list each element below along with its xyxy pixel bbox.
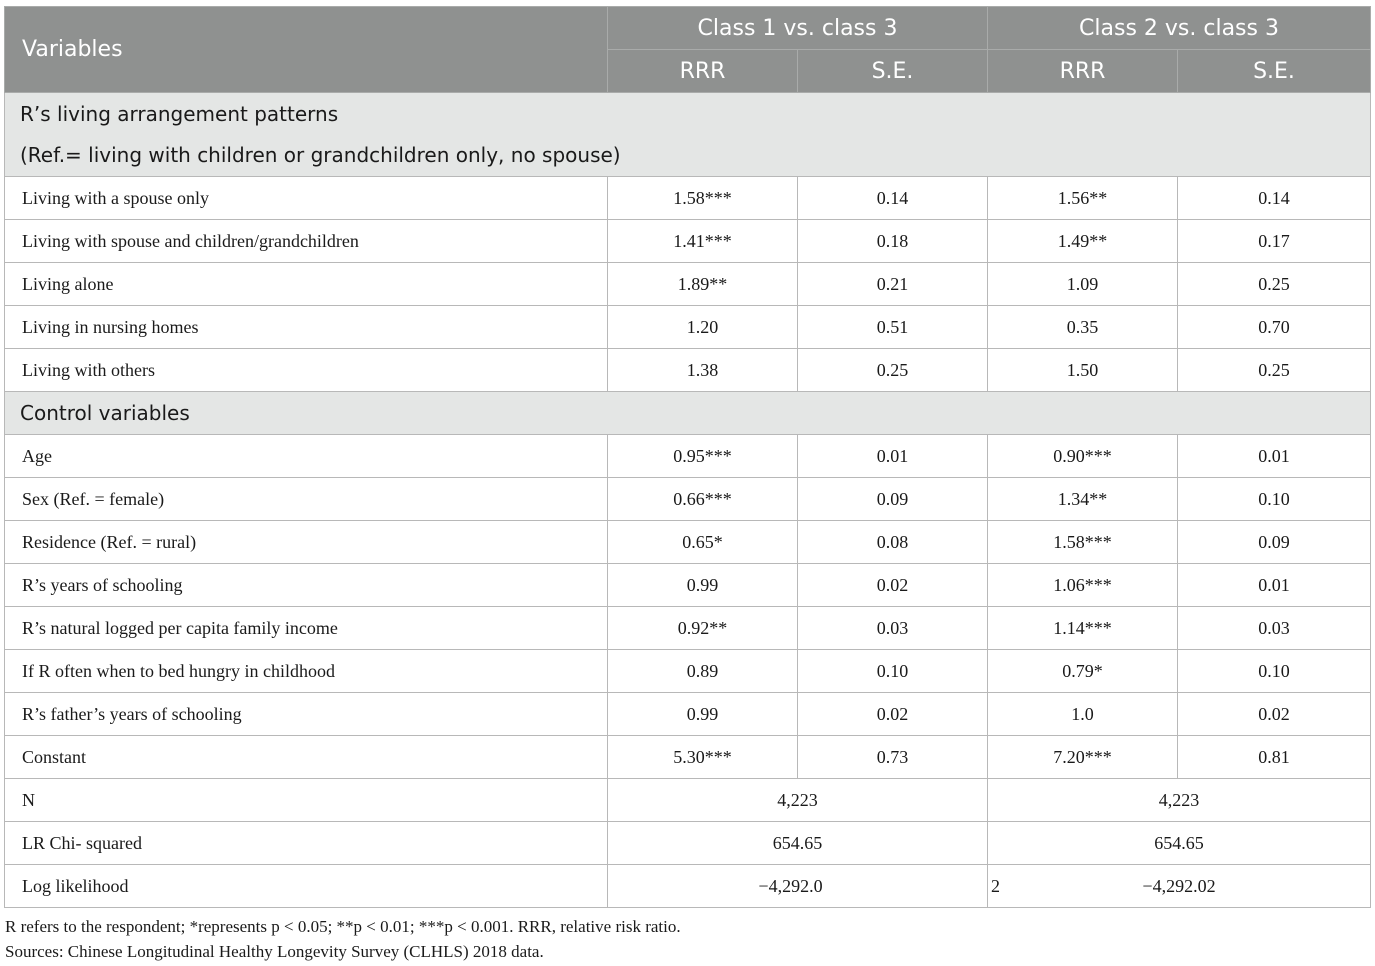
cell-c2-rrr: 1.34** [988, 478, 1178, 521]
cell-c1-rrr: 1.89** [608, 263, 798, 306]
header-group-class1-vs-class3: Class 1 vs. class 3 [608, 7, 988, 50]
row-label: If R often when to bed hungry in childhood [5, 650, 608, 693]
table-row [5, 736, 1371, 779]
cell-c1-rrr: 0.99 [608, 564, 798, 607]
section-subtitle: (Ref.= living with children or grandchildren only, no spouse) [20, 142, 621, 167]
row-label: Age [5, 435, 608, 478]
cell-c2-se: 0.25 [1178, 263, 1371, 306]
cell-c1-se: 0.08 [798, 521, 988, 564]
cell-c1-se: 0.01 [798, 435, 988, 478]
row-label: Living with a spouse only [5, 177, 608, 220]
cell-c1-se: 0.02 [798, 693, 988, 736]
cell-c2-se: 0.14 [1178, 177, 1371, 220]
table-row [5, 521, 1371, 564]
cell-c1-se: 0.10 [798, 650, 988, 693]
table-row [5, 693, 1371, 736]
header-group-class2-vs-class3: Class 2 vs. class 3 [988, 7, 1371, 50]
cell-c2-rrr: 0.35 [988, 306, 1178, 349]
cell-c1-merged: −4,292.0 [608, 865, 988, 908]
cell-c2-rrr: 1.14*** [988, 607, 1178, 650]
cell-c2-rrr: 0.79* [988, 650, 1178, 693]
cell-c2-se: 0.10 [1178, 478, 1371, 521]
cell-c2-value: −4,292.02 [1142, 875, 1216, 896]
summary-row-lr [5, 822, 1371, 865]
table-row [5, 349, 1371, 392]
cell-c2-se: 0.17 [1178, 220, 1371, 263]
regression-table [4, 6, 1371, 908]
cell-c1-rrr: 5.30*** [608, 736, 798, 779]
row-label: Living alone [5, 263, 608, 306]
cell-c2-se: 0.03 [1178, 607, 1371, 650]
cell-c2-merged [988, 865, 1371, 908]
row-label: Log likelihood [5, 865, 608, 908]
cell-c1-se: 0.09 [798, 478, 988, 521]
cell-c2-merged: 4,223 [988, 779, 1371, 822]
table-row [5, 177, 1371, 220]
cell-c1-merged: 4,223 [608, 779, 988, 822]
cell-c2-rrr: 1.49** [988, 220, 1178, 263]
cell-c2-rrr: 1.58*** [988, 521, 1178, 564]
row-label: Residence (Ref. = rural) [5, 521, 608, 564]
cell-c2-se: 0.02 [1178, 693, 1371, 736]
row-label: Constant [5, 736, 608, 779]
table-row [5, 220, 1371, 263]
cell-c1-merged: 654.65 [608, 822, 988, 865]
section-control-variables: Control variables [5, 392, 1371, 435]
cell-c2-rrr: 1.09 [988, 263, 1178, 306]
cell-c1-se: 0.02 [798, 564, 988, 607]
cell-c2-se: 0.09 [1178, 521, 1371, 564]
cell-c2-se: 0.25 [1178, 349, 1371, 392]
header-rrr-1: RRR [608, 50, 798, 93]
table-row [5, 650, 1371, 693]
row-label: R’s father’s years of schooling [5, 693, 608, 736]
cell-c2-se: 0.70 [1178, 306, 1371, 349]
row-label: Living in nursing homes [5, 306, 608, 349]
cell-c1-se: 0.21 [798, 263, 988, 306]
row-label: Living with others [5, 349, 608, 392]
cell-c1-rrr: 1.58*** [608, 177, 798, 220]
footnote-abbreviations: R refers to the respondent; *represents p < 0.05; **p < 0.01; ***p < 0.001. RRR, relative risk ratio. [5, 917, 681, 936]
cell-c1-se: 0.51 [798, 306, 988, 349]
row-label: N [5, 779, 608, 822]
cell-c1-rrr: 0.65* [608, 521, 798, 564]
header-rrr-2: RRR [988, 50, 1178, 93]
cell-c2-se: 0.01 [1178, 435, 1371, 478]
cell-c2-se: 0.01 [1178, 564, 1371, 607]
summary-row-log-likelihood [5, 865, 1371, 908]
cell-c1-se: 0.18 [798, 220, 988, 263]
table-row [5, 306, 1371, 349]
header-variables: Variables [5, 7, 608, 93]
cell-c1-se: 0.14 [798, 177, 988, 220]
section-living-arrangement [5, 93, 1371, 177]
cell-c2-se: 0.10 [1178, 650, 1371, 693]
cell-c1-se: 0.03 [798, 607, 988, 650]
cell-c1-rrr: 1.20 [608, 306, 798, 349]
table-row [5, 564, 1371, 607]
row-label: LR Chi- squared [5, 822, 608, 865]
header-se-2: S.E. [1178, 50, 1371, 93]
cell-c2-rrr: 1.0 [988, 693, 1178, 736]
table-row [5, 607, 1371, 650]
cell-c1-se: 0.25 [798, 349, 988, 392]
table-row [5, 435, 1371, 478]
cell-c2-se: 0.81 [1178, 736, 1371, 779]
cell-c1-rrr: 0.89 [608, 650, 798, 693]
cell-c2-rrr: 1.56** [988, 177, 1178, 220]
row-label: R’s years of schooling [5, 564, 608, 607]
cell-c1-rrr: 1.41*** [608, 220, 798, 263]
stray-digit: 2 [987, 865, 1005, 907]
cell-c1-rrr: 0.66*** [608, 478, 798, 521]
table-row [5, 263, 1371, 306]
footnote-sources: Sources: Chinese Longitudinal Healthy Longevity Survey (CLHLS) 2018 data. [5, 942, 544, 961]
cell-c2-rrr: 0.90*** [988, 435, 1178, 478]
table-row [5, 478, 1371, 521]
cell-c1-rrr: 0.95*** [608, 435, 798, 478]
summary-row-n [5, 779, 1371, 822]
cell-c2-rrr: 1.50 [988, 349, 1178, 392]
table-notes [5, 914, 681, 964]
header-se-1: S.E. [798, 50, 988, 93]
cell-c1-se: 0.73 [798, 736, 988, 779]
cell-c2-merged: 654.65 [988, 822, 1371, 865]
cell-c1-rrr: 0.92** [608, 607, 798, 650]
row-label: R’s natural logged per capita family income [5, 607, 608, 650]
row-label: Sex (Ref. = female) [5, 478, 608, 521]
section-title: R’s living arrangement patterns [20, 101, 339, 126]
cell-c1-rrr: 1.38 [608, 349, 798, 392]
cell-c1-rrr: 0.99 [608, 693, 798, 736]
cell-c2-rrr: 1.06*** [988, 564, 1178, 607]
cell-c2-rrr: 7.20*** [988, 736, 1178, 779]
row-label: Living with spouse and children/grandchildren [5, 220, 608, 263]
